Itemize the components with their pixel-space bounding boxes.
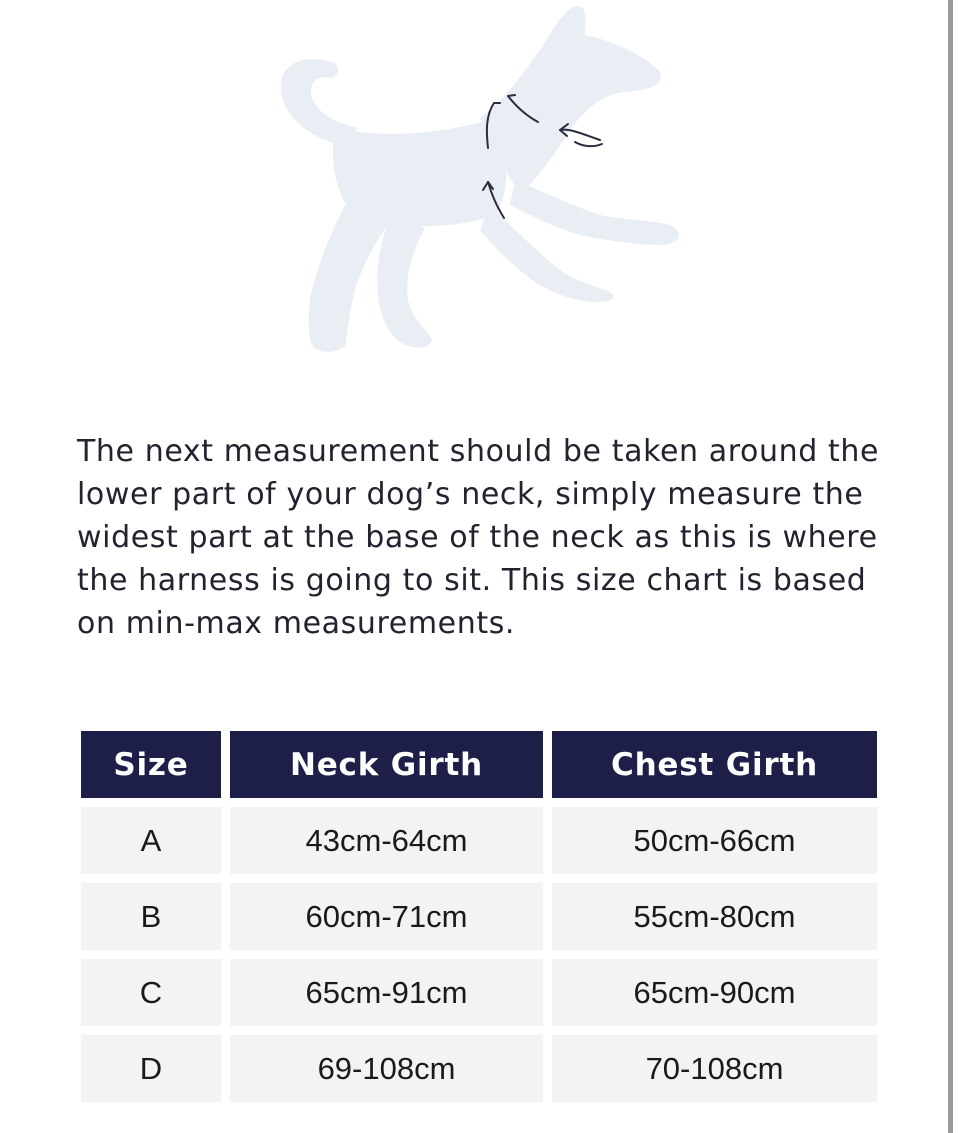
header-size: Size — [81, 731, 221, 798]
cell-size: C — [81, 959, 221, 1026]
table-header-row — [81, 731, 877, 798]
cell-chest-girth: 70-108cm — [552, 1035, 877, 1102]
dog-illustration — [240, 0, 720, 370]
cell-neck-girth: 65cm-91cm — [230, 959, 543, 1026]
dog-measurement-icon — [240, 0, 720, 370]
cell-chest-girth: 55cm-80cm — [552, 883, 877, 950]
header-chest-girth: Chest Girth — [552, 731, 877, 798]
cell-chest-girth: 50cm-66cm — [552, 807, 877, 874]
table-row — [81, 1035, 877, 1102]
cell-neck-girth: 60cm-71cm — [230, 883, 543, 950]
size-chart-table — [72, 722, 886, 1111]
measurement-description: The next measurement should be taken around the lower part of your dog’s neck, simply measure the widest part at the base of the neck as this is where the harness is going to sit. This size chart is based on min-max measurements. — [77, 434, 880, 641]
table-row — [81, 807, 877, 874]
table-row — [81, 883, 877, 950]
table-row — [81, 959, 877, 1026]
scrollbar-thumb[interactable] — [948, 0, 953, 1133]
cell-size: A — [81, 807, 221, 874]
header-neck-girth: Neck Girth — [230, 731, 543, 798]
cell-size: D — [81, 1035, 221, 1102]
cell-chest-girth: 65cm-90cm — [552, 959, 877, 1026]
cell-neck-girth: 69-108cm — [230, 1035, 543, 1102]
scrollbar[interactable] — [944, 0, 960, 1133]
cell-neck-girth: 43cm-64cm — [230, 807, 543, 874]
cell-size: B — [81, 883, 221, 950]
